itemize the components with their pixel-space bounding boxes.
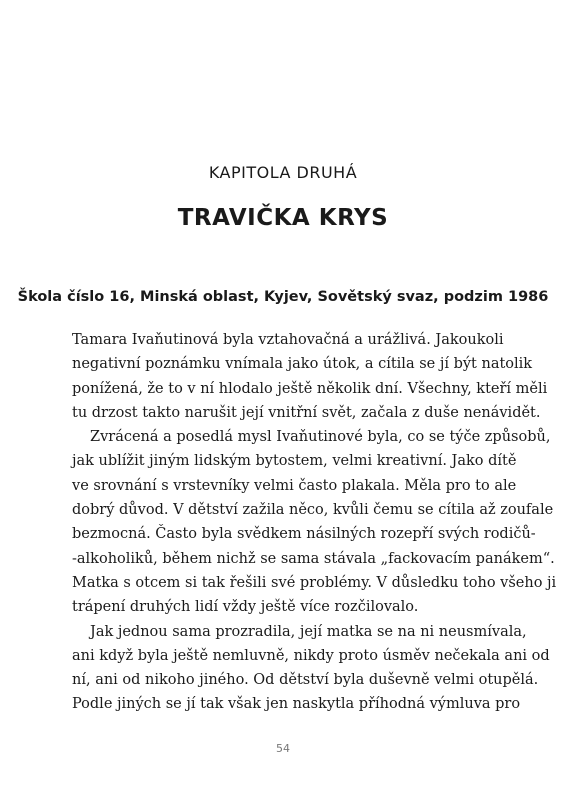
page-number: 54 xyxy=(276,742,290,755)
text-line: ve srovnání s vrstevníky velmi často plakala. Měla pro to ale xyxy=(72,477,517,494)
text-line: bezmocná. Často byla svědkem násilných rozepří svých rodičů- xyxy=(72,526,536,543)
section-subtitle: Škola číslo 16, Minská oblast, Kyjev, Sovětský svaz, podzim 1986 xyxy=(17,289,549,305)
text-line: Tamara Ivaňutinová byla vztahovačná a urážlivá. Jakoukoli xyxy=(72,332,504,348)
text-line: Podle jiných se jí tak však jen naskytla příhodná výmluva pro xyxy=(72,696,521,713)
body-text xyxy=(72,328,557,717)
text-line: trápení druhých lidí vždy ještě více rozčilovalo. xyxy=(72,599,419,616)
text-line: ní, ani od nikoho jiného. Od dětství byla duševně velmi otupělá. xyxy=(72,672,539,689)
chapter-title: TRAVIČKA KRYS xyxy=(177,205,389,231)
chapter-label: KAPITOLA DRUHÁ xyxy=(208,163,358,182)
text-line: Zvrácená a posedlá mysl Ivaňutinové byla, co se týče způsobů, xyxy=(90,429,551,446)
text-line: ani když byla ještě nemluvně, nikdy proto úsměv nečekala ani od xyxy=(72,647,550,664)
text-line: Matka s otcem si tak řešili své problémy. V důsledku toho všeho ji xyxy=(72,574,557,591)
text-line: dobrý důvod. V dětství zažila něco, kvůli čemu se cítila až zoufale xyxy=(72,502,554,519)
text-line: negativní poznámku vnímala jako útok, a cítila se jí být natolik xyxy=(72,356,533,373)
text-line: jak ublížit jiným lidským bytostem, velmi kreativní. Jako dítě xyxy=(72,453,517,470)
text-line: -alkoholiků, během nichž se sama stávala „fackovacím panákem“. xyxy=(72,550,555,567)
text-line: tu drzost takto narušit její vnitřní svět, začala z duše nenávidět. xyxy=(72,404,541,421)
text-line: ponížená, že to v ní hlodalo ještě několik dní. Všechny, kteří měli xyxy=(72,380,548,397)
text-line: Jak jednou sama prozradila, její matka se na ni neusmívala, xyxy=(90,623,527,640)
